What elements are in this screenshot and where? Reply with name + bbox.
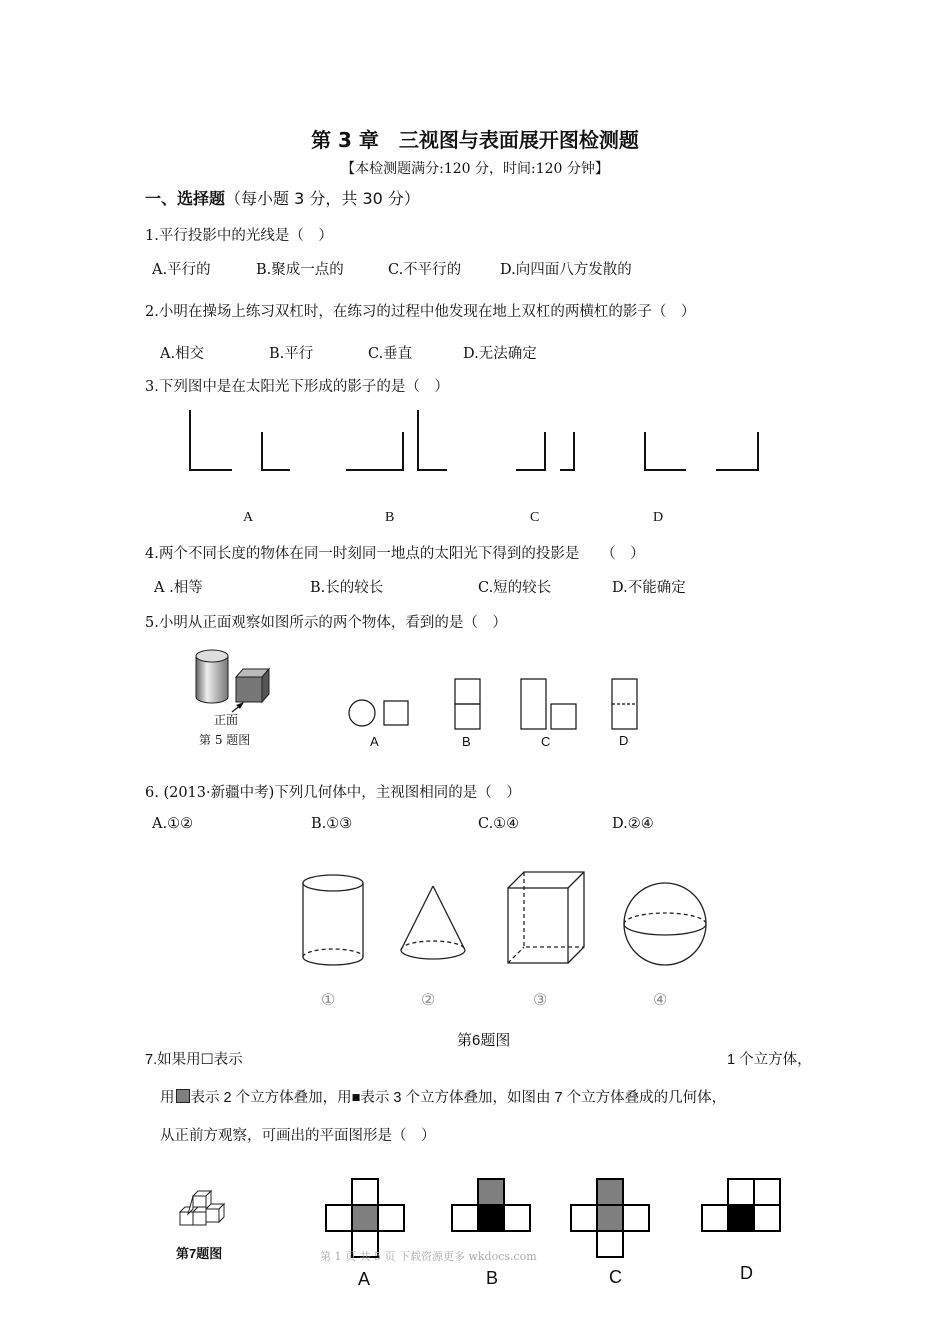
q7-line2-prefix: 用: [160, 1090, 175, 1106]
q6-option-b: B.①③: [311, 816, 353, 832]
grid-cell: [728, 1179, 754, 1205]
grid-cell: [504, 1205, 530, 1231]
q7-line3: 从正前方观察，可画出的平面图形是（ ）: [160, 1128, 436, 1144]
q4-option-c: C.短的较长: [478, 580, 552, 596]
grid-cell: [352, 1205, 378, 1231]
q7-line1-left: 7.如果用☐表示: [145, 1052, 243, 1068]
q3-label-b: B: [385, 510, 395, 525]
q2-option-c: C.垂直: [368, 346, 413, 362]
section-heading-note: （每小题 3 分，共 30 分）: [225, 189, 420, 208]
q7-option-c-grid: [571, 1179, 649, 1257]
q4-option-d: D.不能确定: [612, 580, 686, 596]
q6-option-a: A.①②: [152, 816, 194, 832]
grid-cell: [378, 1205, 404, 1231]
question-5: 5.小明从正面观察如图所示的两个物体，看到的是（ ）: [145, 615, 507, 631]
q3-label-d: D: [653, 510, 664, 525]
q2-option-d: D.无法确定: [463, 346, 537, 362]
q3-label-a: A: [243, 510, 254, 525]
grid-cell: [597, 1205, 623, 1231]
q5-label-a: A: [370, 734, 379, 749]
q7-option-b-grid: [452, 1179, 530, 1231]
grid-cell: [597, 1179, 623, 1205]
q7-label-b: B: [486, 1268, 499, 1288]
question-3: 3.下列图中是在太阳光下形成的影子的是（ ）: [145, 379, 449, 395]
grid-cell: [452, 1205, 478, 1231]
section-heading-label: 一、选择题: [145, 189, 226, 208]
q3-label-c: C: [530, 510, 540, 525]
grid-cell: [478, 1179, 504, 1205]
grid-cell: [597, 1231, 623, 1257]
q6-caption: 第6题图: [457, 1032, 511, 1049]
grid-cell: [623, 1205, 649, 1231]
q1-option-c: C.不平行的: [388, 262, 462, 278]
q6-option-c: C.①④: [478, 816, 520, 832]
q7-label-a: A: [358, 1269, 371, 1289]
q6-shape-label-1: ①: [321, 990, 336, 1009]
question-2: 2.小明在操场上练习双杠时，在练习的过程中他发现在地上双杠的两横杠的影子（ ）: [145, 304, 696, 320]
q5-front-label: 正面: [214, 713, 239, 727]
grid-cell: [754, 1205, 780, 1231]
q5-label-c: C: [541, 734, 551, 749]
grid-cell: [754, 1179, 780, 1205]
grid-cell: [326, 1205, 352, 1231]
q6-option-d: D.②④: [612, 816, 654, 832]
q7-line2-text: 表示 2 个立方体叠加，用■表示 3 个立方体叠加，如图由 7 个立方体叠成的几何体，: [190, 1090, 727, 1106]
q7-label-c: C: [609, 1267, 622, 1287]
q7-label-d: D: [740, 1263, 753, 1283]
q1-option-b: B.聚成一点的: [256, 262, 344, 278]
q7-caption: 第7题图: [176, 1246, 223, 1261]
question-6: 6. (2013·新疆中考)下列几何体中，主视图相同的是（ ）: [145, 785, 521, 801]
question-4: 4.两个不同长度的物体在同一时刻同一地点的太阳光下得到的投影是 （ ）: [145, 546, 645, 562]
q5-label-d: D: [619, 733, 629, 748]
grid-cell: [728, 1205, 754, 1231]
page-title: 第 3 章 三视图与表面展开图检测题: [311, 128, 639, 152]
q7-line1-right: 1 个立方体，: [727, 1052, 812, 1068]
q1-option-d: D.向四面八方发散的: [500, 262, 632, 278]
grid-cell: [571, 1205, 597, 1231]
question-1: 1.平行投影中的光线是（ ）: [145, 228, 333, 244]
page-footer: 第 1 页 共 5 页 下载资源更多 wkdocs.com: [320, 1250, 537, 1263]
q7-option-a-grid: [326, 1179, 404, 1257]
q4-option-b: B.长的较长: [310, 580, 384, 596]
q1-option-a: A.平行的: [152, 262, 211, 278]
grid-cell: [478, 1205, 504, 1231]
q5-label-b: B: [462, 734, 471, 749]
grid-cell: [352, 1179, 378, 1205]
q2-option-a: A.相交: [160, 346, 205, 362]
grid-cell: [702, 1205, 728, 1231]
q6-shape-label-3: ③: [533, 990, 548, 1009]
q6-shape-label-2: ②: [421, 990, 436, 1009]
q4-option-a: A .相等: [154, 580, 203, 596]
q2-option-b: B.平行: [269, 346, 314, 362]
q5-caption: 第 5 题图: [199, 733, 251, 747]
q7-option-d-grid: [702, 1179, 780, 1231]
page-subtitle: 【本检测题满分:120 分，时间:120 分钟】: [341, 161, 609, 177]
q6-shape-label-4: ④: [653, 990, 668, 1009]
